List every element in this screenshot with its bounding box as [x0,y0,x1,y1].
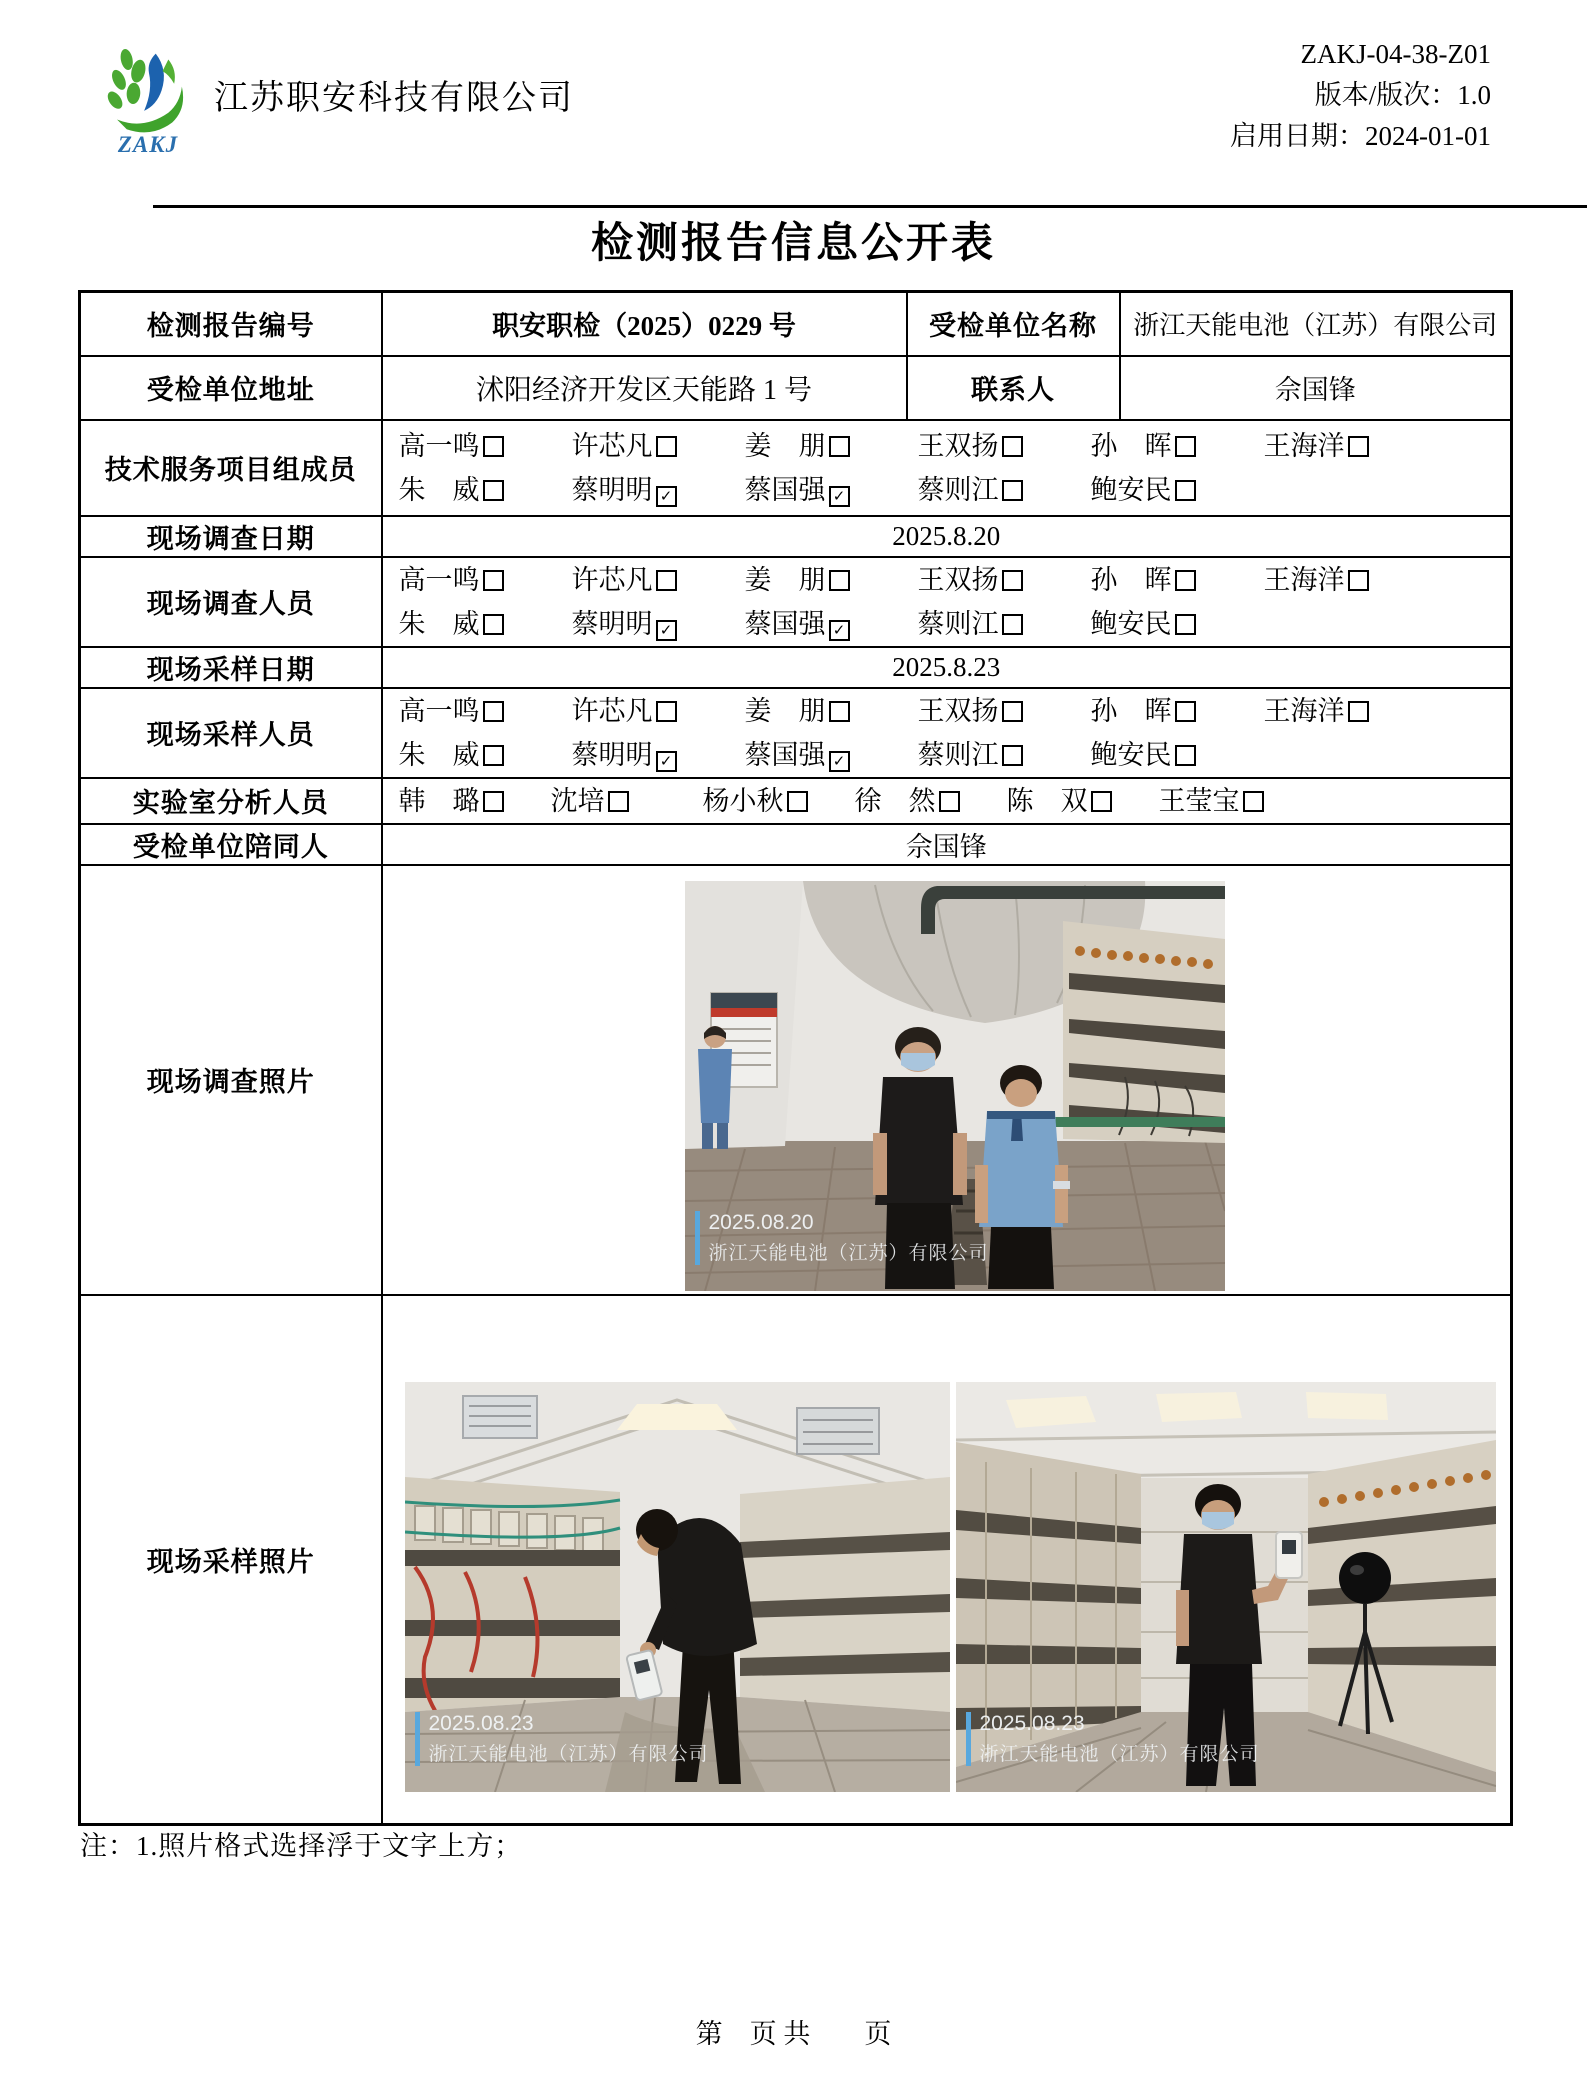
watermark-date: 2025.08.23 [979,1712,1085,1736]
member-checkbox [1002,436,1023,457]
member-name: 蔡明明 [571,739,653,770]
member-name: 王双扬 [917,430,999,461]
member-checkbox [1348,701,1369,722]
member-checkbox [608,791,629,812]
member [572,602,745,646]
member-checkbox-checked: ✓ [656,486,677,507]
member [745,468,918,512]
member-checkbox [656,701,677,722]
member-name: 王海洋 [1263,564,1345,595]
member-name: 蔡国强 [744,474,826,505]
member-name: 沈培 [550,785,605,816]
member-name: 鲍安民 [1090,474,1172,505]
photo-watermark [695,1211,989,1265]
member [918,733,1091,777]
member-checkbox [1002,480,1023,501]
footnote: 注：1.照片格式选择浮于文字上方； [80,1831,523,1861]
member-checkbox [1175,480,1196,501]
member-name: 蔡明明 [571,608,653,639]
member [399,779,551,823]
member-name: 王海洋 [1263,430,1345,461]
member-checkbox [787,791,808,812]
member [572,558,745,602]
photo-watermark [966,1712,1260,1766]
watermark-company: 浙江天能电池（江苏）有限公司 [428,1744,709,1766]
member-checkbox [1002,570,1023,591]
member-checkbox-checked: ✓ [656,620,677,641]
member-checkbox [1348,570,1369,591]
member-checkbox [483,745,504,766]
member-name: 高一鸣 [398,695,480,726]
member-checkbox [1175,614,1196,635]
member-name: 朱 威 [398,608,480,639]
member [399,424,572,468]
team-label: 技术服务项目组成员 [80,420,382,516]
member-name: 鲍安民 [1090,739,1172,770]
member [399,558,572,602]
member-checkbox [829,436,850,457]
header-divider [153,205,1587,208]
member-name: 杨小秋 [702,785,784,816]
company-name: 江苏职安科技有限公司 [214,80,574,117]
member-name: 蔡则江 [917,739,999,770]
member-name: 王莹宝 [1158,785,1240,816]
survey-photo-cell [382,865,1512,1295]
member-name: 朱 威 [398,474,480,505]
survey-photo [685,881,1225,1291]
member [1159,779,1311,823]
unit-name-label: 受检单位名称 [907,292,1120,356]
leaf-logo-icon [104,44,192,136]
survey-date-value: 2025.8.20 [382,516,1512,557]
member-name: 姜 朋 [744,695,826,726]
sampling-photo-label: 现场采样照片 [80,1295,382,1825]
member-checkbox [1002,701,1023,722]
survey-date-label: 现场调查日期 [80,516,382,557]
sampling-staff-cell [382,688,1512,778]
member [703,779,855,823]
member-name: 王双扬 [917,695,999,726]
member [1264,558,1437,602]
member-name: 鲍安民 [1090,608,1172,639]
member-name: 高一鸣 [398,564,480,595]
member-name: 高一鸣 [398,430,480,461]
member-checkbox [656,436,677,457]
watermark-date: 2025.08.23 [428,1712,534,1736]
member [745,689,918,733]
member-name: 蔡明明 [571,474,653,505]
sampling-staff-line2 [383,733,1511,777]
member-checkbox [829,570,850,591]
report-info-table [78,290,1513,1826]
member-checkbox [1175,745,1196,766]
accompany-value: 佘国锋 [382,824,1512,865]
member-checkbox-checked: ✓ [656,751,677,772]
member [1091,424,1264,468]
member-name: 许芯凡 [571,695,653,726]
row-sampling-photos [80,1295,1512,1825]
member [1264,424,1437,468]
member-checkbox [1091,791,1112,812]
doc-code: ZAKJ-04-38-Z01 [1300,39,1491,69]
member-checkbox [829,701,850,722]
member-name: 蔡国强 [744,608,826,639]
unit-name-value: 浙江天能电池（江苏）有限公司 [1120,292,1512,356]
sampling-photo-left [405,1382,950,1792]
member [399,733,572,777]
lab-staff-cell [382,778,1512,824]
member-checkbox [483,701,504,722]
survey-staff-line1 [383,558,1511,602]
member [918,558,1091,602]
member [745,602,918,646]
survey-staff-line2 [383,602,1511,646]
member [918,602,1091,646]
member-name: 蔡国强 [744,739,826,770]
member [1264,689,1437,733]
member-name: 蔡则江 [917,474,999,505]
member [745,733,918,777]
member-checkbox [483,791,504,812]
member-name: 徐 然 [854,785,936,816]
row-survey-date [80,516,1512,557]
contact-label: 联系人 [907,356,1120,420]
member [745,558,918,602]
member-name: 孙 晖 [1090,695,1172,726]
unit-addr-value: 沭阳经济开发区天能路 1 号 [382,356,907,420]
member-name: 韩 璐 [398,785,480,816]
row-sampling-staff [80,688,1512,778]
watermark-company: 浙江天能电池（江苏）有限公司 [979,1744,1260,1766]
row-survey-staff [80,557,1512,647]
member [1091,558,1264,602]
member-checkbox [483,436,504,457]
watermark-date: 2025.08.20 [708,1211,814,1234]
member [399,689,572,733]
member-checkbox-checked: ✓ [829,620,850,641]
member-checkbox [1348,436,1369,457]
lab-staff-line [383,779,1511,823]
sampling-staff-label: 现场采样人员 [80,688,382,778]
team-line1 [383,424,1511,468]
member-name: 王双扬 [917,564,999,595]
member-checkbox-checked: ✓ [829,486,850,507]
member [1007,779,1159,823]
survey-staff-label: 现场调查人员 [80,557,382,647]
row-team-members [80,420,1512,516]
member-name: 孙 晖 [1090,430,1172,461]
member [1091,468,1264,512]
row-survey-photo [80,865,1512,1295]
member-checkbox [656,570,677,591]
sampling-photo-cell [382,1295,1512,1825]
doc-version: 版本/版次：1.0 [1314,80,1491,110]
report-no-value: 职安职检（2025）0229 号 [382,292,907,356]
row-sampling-date [80,647,1512,688]
doc-meta-block [1230,34,1491,157]
member [551,779,703,823]
member-name: 陈 双 [1006,785,1088,816]
sampling-date-value: 2025.8.23 [382,647,1512,688]
member-name: 姜 朋 [744,564,826,595]
brand-block [98,44,574,158]
page-number-footer: 第 页 共 页 [695,2019,892,2049]
member [1091,602,1264,646]
member-checkbox [483,614,504,635]
unit-addr-label: 受检单位地址 [80,356,382,420]
member-name: 孙 晖 [1090,564,1172,595]
member-name: 许芯凡 [571,430,653,461]
member [399,602,572,646]
contact-value: 佘国锋 [1120,356,1512,420]
row-lab-staff [80,778,1512,824]
member [399,468,572,512]
member [1091,689,1264,733]
member-name: 许芯凡 [571,564,653,595]
member [572,424,745,468]
member [855,779,1007,823]
member-checkbox [1175,570,1196,591]
member-checkbox [483,480,504,501]
member [572,689,745,733]
member-checkbox [1175,701,1196,722]
photo-watermark [415,1712,709,1766]
team-line2 [383,468,1511,512]
team-members-cell [382,420,1512,516]
company-logo [98,44,198,158]
sampling-staff-line1 [383,689,1511,733]
member-name: 姜 朋 [744,430,826,461]
member-name: 朱 威 [398,739,480,770]
lab-staff-label: 实验室分析人员 [80,778,382,824]
member [572,468,745,512]
member-checkbox [939,791,960,812]
survey-photo-label: 现场调查照片 [80,865,382,1295]
member-checkbox [1002,614,1023,635]
page-title: 检测报告信息公开表 [590,221,996,267]
member [918,689,1091,733]
report-no-label: 检测报告编号 [80,292,382,356]
member-checkbox [1243,791,1264,812]
sampling-date-label: 现场采样日期 [80,647,382,688]
member-name: 蔡则江 [917,608,999,639]
row-unit-addr [80,356,1512,420]
member [572,733,745,777]
member-checkbox [483,570,504,591]
page-header [78,34,1509,170]
row-accompany [80,824,1512,865]
member [918,424,1091,468]
sampling-photo-right [956,1382,1496,1792]
member-checkbox [1002,745,1023,766]
row-report-no [80,292,1512,356]
survey-staff-cell [382,557,1512,647]
member [1091,733,1264,777]
member-checkbox [1175,436,1196,457]
watermark-company: 浙江天能电池（江苏）有限公司 [708,1243,989,1264]
member-checkbox-checked: ✓ [829,751,850,772]
member [745,424,918,468]
doc-start-date: 启用日期：2024-01-01 [1230,121,1491,151]
member [918,468,1091,512]
member-name: 王海洋 [1263,695,1345,726]
accompany-label: 受检单位陪同人 [80,824,382,865]
logo-text: ZAKJ [117,132,179,157]
